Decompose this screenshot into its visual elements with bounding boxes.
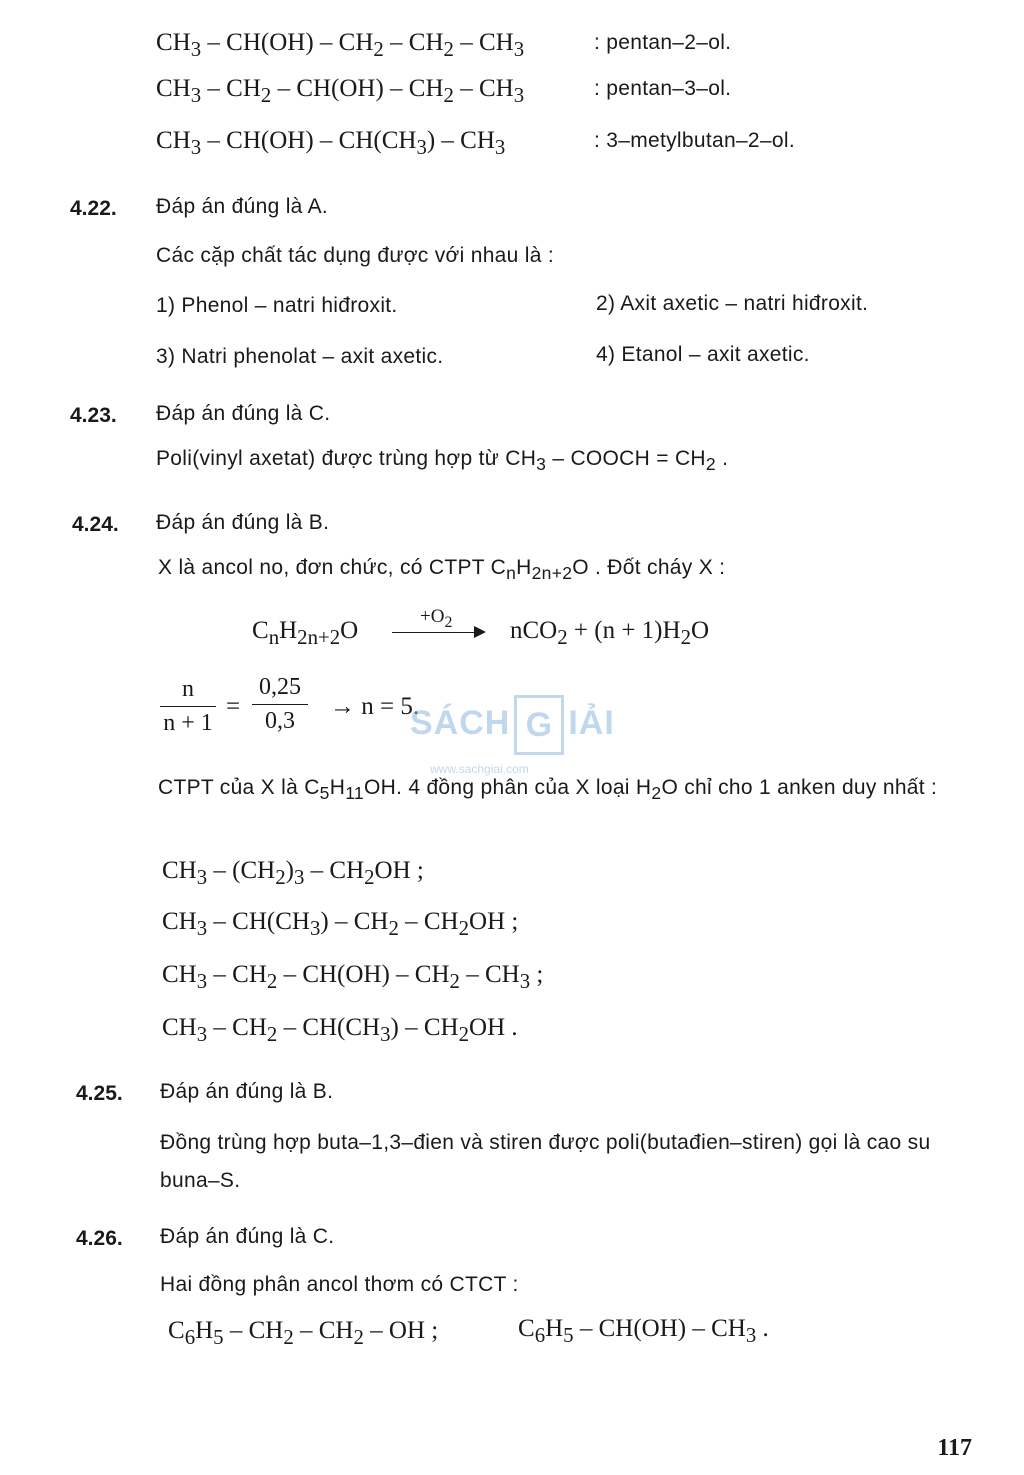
intro-426: Hai đồng phân ancol thơm có CTCT : xyxy=(160,1273,519,1296)
c5-isomer-3: $CH_3 - CH_2 - CH(OH) - CH_2 - CH_3$ ; xyxy=(162,961,544,993)
answer-425: Đáp án đúng là B. xyxy=(160,1080,334,1103)
isomer-formula-1: $CH_3 - CH(OH) - CH_2 - CH_2 - CH_3$ xyxy=(156,29,525,61)
fraction-2-numerator: 0,25 xyxy=(259,674,301,700)
aromatic-isomer-1: $C_6H_5 - CH_2 - CH_2$ – OH ; xyxy=(168,1317,439,1349)
arrow-label-o2: $+O_2$ xyxy=(420,606,453,631)
page-number: 117 xyxy=(937,1435,972,1461)
result-n-equals-5: → n = 5. xyxy=(330,693,420,720)
watermark-logo xyxy=(410,695,615,755)
combustion-products: $nCO_2 + (n + 1)H_2O$ xyxy=(510,617,710,649)
answer-426: Đáp án đúng là C. xyxy=(160,1225,335,1248)
intro-424: X là ancol no, đơn chức, có CTPT $C_nH_{2n+2}O$ . Đốt cháy X : xyxy=(158,556,726,584)
c5-isomer-4: $CH_3 - CH_2 - CH(CH_3) - CH_2OH$ . xyxy=(162,1014,518,1046)
fraction-2-denominator: 0,3 xyxy=(265,708,295,734)
reaction-arrow xyxy=(392,632,478,633)
answer-422: Đáp án đúng là A. xyxy=(156,195,329,218)
fraction-1-numerator: n xyxy=(182,676,194,702)
fraction-ratio xyxy=(252,674,308,735)
watermark-url: www.sachgiai.com xyxy=(430,762,529,776)
pair-2: 2) Axit axetic – natri hiđroxit. xyxy=(596,292,869,315)
question-number-422: 4.22. xyxy=(70,197,117,220)
c5-isomer-1: $CH_3 - (CH_2)_3 - CH_2OH$ ; xyxy=(162,857,424,889)
question-number-424: 4.24. xyxy=(72,513,119,536)
watermark-box: G xyxy=(514,695,564,755)
fraction-1-bar xyxy=(160,706,216,707)
combustion-reactant: $C_nH_{2n+2}O$ xyxy=(252,617,359,649)
isomer-formula-2: $CH_3 - CH_2 - CH(OH) - CH_2 - CH_3$ xyxy=(156,75,525,107)
isomer-formula-3: $CH_3 - CH(OH) - CH(CH_3) - CH_3$ xyxy=(156,127,506,159)
watermark-left: SÁCH xyxy=(410,703,511,742)
isomer-name-1: : pentan–2–ol. xyxy=(594,31,732,54)
question-number-426: 4.26. xyxy=(76,1227,123,1250)
pair-1: 1) Phenol – natri hiđroxit. xyxy=(156,294,398,317)
equals-sign: = xyxy=(226,693,241,720)
fraction-2-bar xyxy=(252,704,308,705)
conclusion-424: CTPT của X là $C_5H_{11}OH$. 4 đồng phân của X loại $H_2O$ chỉ cho 1 anken duy nhất : xyxy=(158,776,938,804)
fraction-n-over-n-plus-1 xyxy=(160,676,216,737)
fraction-1-denominator: n + 1 xyxy=(163,710,213,736)
isomer-name-3: : 3–metylbutan–2–ol. xyxy=(594,129,795,152)
pair-3: 3) Natri phenolat – axit axetic. xyxy=(156,345,444,368)
question-number-423: 4.23. xyxy=(70,404,117,427)
reaction-arrow-head xyxy=(474,626,486,638)
text-425: Đồng trùng hợp buta–1,3–đien và stiren được poli(butađien–stiren) gọi là cao su buna–S. xyxy=(160,1131,931,1192)
question-number-425: 4.25. xyxy=(76,1082,123,1105)
watermark-right: IẢI xyxy=(568,703,615,742)
answer-424: Đáp án đúng là B. xyxy=(156,511,330,534)
isomer-name-2: : pentan–3–ol. xyxy=(594,77,732,100)
pair-4: 4) Etanol – axit axetic. xyxy=(596,343,810,366)
answer-423: Đáp án đúng là C. xyxy=(156,402,331,425)
c5-isomer-2: $CH_3 - CH(CH_3) - CH_2 - CH_2OH$ ; xyxy=(162,908,519,940)
text-423: Poli(vinyl axetat) được trùng hợp từ $CH_3$ – COOCH = $CH_2$ . xyxy=(156,447,729,475)
aromatic-isomer-2: $C_6H_5 - CH(OH) - CH_3$ . xyxy=(518,1315,769,1347)
intro-422: Các cặp chất tác dụng được với nhau là : xyxy=(156,244,554,267)
